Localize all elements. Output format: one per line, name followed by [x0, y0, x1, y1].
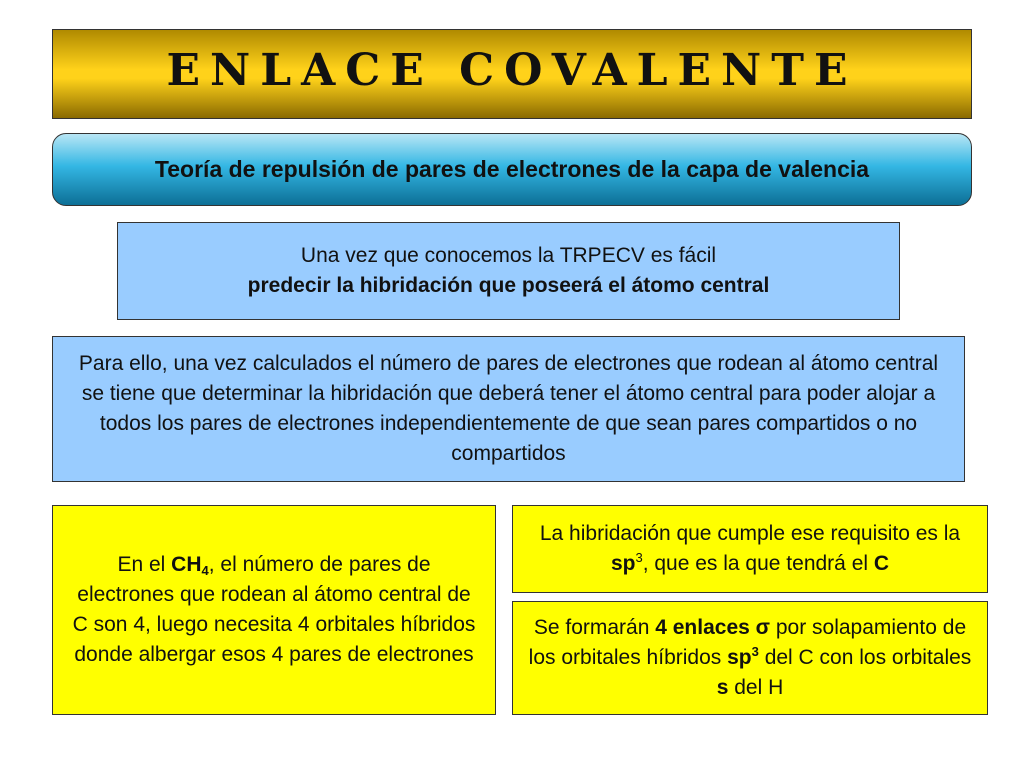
hybrid-middle: , que es la que tendrá el: [642, 552, 874, 575]
ch4-box: [52, 505, 496, 715]
intro-box: [117, 222, 900, 320]
hybrid-sp: sp: [610, 552, 636, 575]
bonds-sp: sp: [727, 646, 752, 669]
ch4-rest: , el número de pares de electrones que rodean al átomo central de C son 4, luego necesita 4 orbitales híbridos donde albergar esos 4 pares de electrones: [72, 553, 476, 666]
ch4-prefix: En el: [117, 553, 172, 576]
ch4-text: [67, 550, 481, 670]
theory-banner: [52, 133, 972, 206]
page-title: ENLACE COVALENTE: [166, 44, 858, 96]
bonds-orbital: s: [716, 676, 729, 699]
intro-line-2: predecir la hibridación que poseerá el átomo central: [247, 274, 770, 297]
hybrid-box: [512, 505, 988, 593]
bonds-text: [523, 613, 977, 703]
ch4-formula: CH: [171, 553, 202, 576]
hybrid-sup: 3: [635, 550, 643, 565]
theory-subtitle: Teoría de repulsión de pares de electrones de la capa de valencia: [154, 156, 870, 182]
bonds-sup: 3: [751, 644, 759, 659]
method-text: Para ello, una vez calculados el número de pares de electrones que rodean al átomo central se tiene que determinar la hibridación que deberá tener el átomo central para poder alojar a todos los pares de electrones independientemente de que sean pares compartidos o no compartidos: [78, 352, 939, 465]
bonds-middle: por solapamiento de los orbitales híbridos: [528, 616, 967, 669]
bonds-prefix: Se formarán: [533, 616, 656, 639]
ch4-subscript: 4: [201, 563, 209, 578]
bonds-box: [512, 601, 988, 715]
hybrid-prefix: La hibridación que cumple ese requisito es la: [539, 522, 961, 545]
title-banner: [52, 29, 972, 119]
bonds-middle2: del C con los orbitales: [758, 646, 972, 669]
intro-line-1: Una vez que conocemos la TRPECV es fácil: [300, 244, 717, 267]
hybrid-atom: C: [873, 552, 890, 575]
bonds-suffix: del H: [728, 676, 784, 699]
bonds-count: 4 enlaces σ: [655, 616, 771, 639]
method-box: [52, 336, 965, 482]
hybrid-text: [523, 519, 977, 579]
